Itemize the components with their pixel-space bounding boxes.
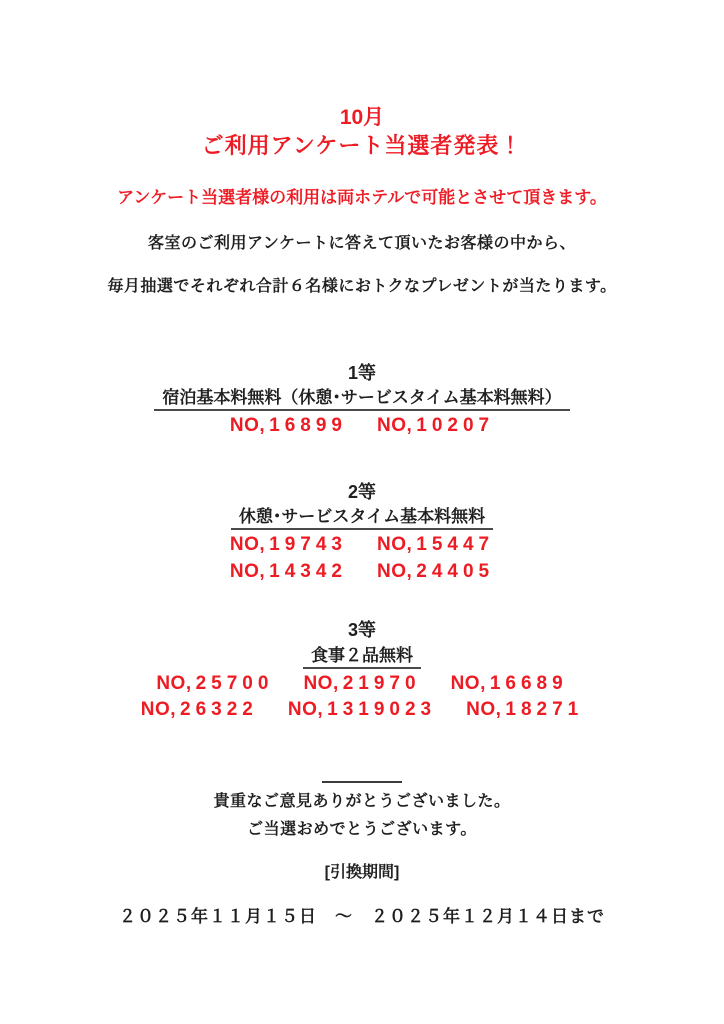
title-month: 10月 bbox=[339, 106, 385, 129]
winner-number bbox=[377, 534, 494, 556]
winner-digits: 16689 bbox=[489, 672, 568, 694]
winner-number bbox=[303, 673, 420, 695]
winner-prefix: NO, bbox=[229, 415, 266, 437]
winner-digits: 19743 bbox=[269, 534, 347, 556]
winner-number bbox=[141, 699, 258, 721]
winner-number bbox=[230, 534, 347, 556]
winner-digits: 24405 bbox=[416, 561, 495, 583]
winner-number bbox=[466, 699, 583, 721]
prize-section-3 bbox=[0, 619, 724, 721]
winner-digits: 18271 bbox=[505, 699, 584, 721]
winner-number bbox=[230, 561, 347, 583]
winners-row bbox=[0, 534, 724, 556]
winner-digits: 16899 bbox=[269, 415, 347, 437]
thanks-line-2: ご当選おめでとうございます。 bbox=[247, 820, 477, 838]
winner-digits: 1319023 bbox=[327, 699, 437, 721]
prize-name-text: 食事２品無料 bbox=[303, 646, 421, 669]
winners-row bbox=[0, 673, 724, 695]
prize-rank: 1等 bbox=[347, 362, 376, 383]
thanks-line-1: 貴重なご意見ありがとうございました。 bbox=[213, 793, 511, 811]
winner-number bbox=[156, 673, 273, 695]
winner-prefix: NO, bbox=[140, 699, 177, 721]
prize-name-text: 休憩･サービスタイム基本料無料 bbox=[231, 507, 493, 530]
winner-prefix: NO, bbox=[450, 672, 486, 694]
winner-digits: 25700 bbox=[195, 672, 274, 694]
winner-prefix: NO, bbox=[156, 672, 192, 694]
winner-prefix: NO, bbox=[229, 561, 266, 583]
winners-row bbox=[0, 561, 724, 583]
notice-text: アンケート当選者様の利用は両ホテルで可能とさせて頂きます。 bbox=[117, 187, 607, 207]
winner-prefix: NO, bbox=[377, 534, 413, 556]
intro-line-2: 毎月抽選でそれぞれ合計６名様におトクなプレゼントが当たります。 bbox=[107, 277, 617, 295]
prize-rank: 3等 bbox=[347, 620, 376, 641]
winners-row bbox=[0, 415, 724, 437]
divider-line bbox=[322, 781, 402, 783]
winners-row bbox=[0, 699, 724, 721]
winner-prefix: NO, bbox=[377, 415, 413, 437]
winner-number bbox=[377, 561, 494, 583]
winner-number bbox=[377, 415, 494, 437]
winner-digits: 10207 bbox=[416, 415, 495, 437]
prize-name-text: 宿泊基本料無料（休憩･サービスタイム基本料無料） bbox=[154, 388, 569, 411]
winner-prefix: NO, bbox=[466, 699, 502, 721]
prize-section-1 bbox=[0, 362, 724, 437]
winner-prefix: NO, bbox=[229, 534, 266, 556]
exchange-period-dates: ２０２５年１１月１５日 ～ ２０２５年１２月１４日まで bbox=[119, 906, 605, 926]
intro-line-1: 客室のご利用アンケートに答えて頂いたお客様の中から、 bbox=[147, 235, 577, 253]
prize-section-2 bbox=[0, 481, 724, 583]
prize-list bbox=[0, 362, 724, 722]
exchange-period-label: [引換期間] bbox=[324, 863, 400, 881]
prize-name bbox=[0, 387, 724, 410]
prize-name bbox=[0, 506, 724, 529]
winner-number bbox=[451, 673, 568, 695]
winner-prefix: NO, bbox=[287, 699, 324, 721]
winner-digits: 14342 bbox=[269, 561, 347, 583]
winner-digits: 26322 bbox=[180, 699, 258, 721]
winner-number bbox=[230, 415, 347, 437]
winner-number bbox=[288, 699, 436, 721]
winner-prefix: NO, bbox=[303, 672, 339, 694]
prize-rank: 2等 bbox=[347, 481, 376, 502]
winner-digits: 15447 bbox=[416, 534, 495, 556]
page-title: ご利用アンケート当選者発表！ bbox=[201, 133, 523, 159]
prize-name bbox=[0, 645, 724, 668]
winner-prefix: NO, bbox=[377, 561, 413, 583]
winner-digits: 21970 bbox=[342, 672, 421, 694]
